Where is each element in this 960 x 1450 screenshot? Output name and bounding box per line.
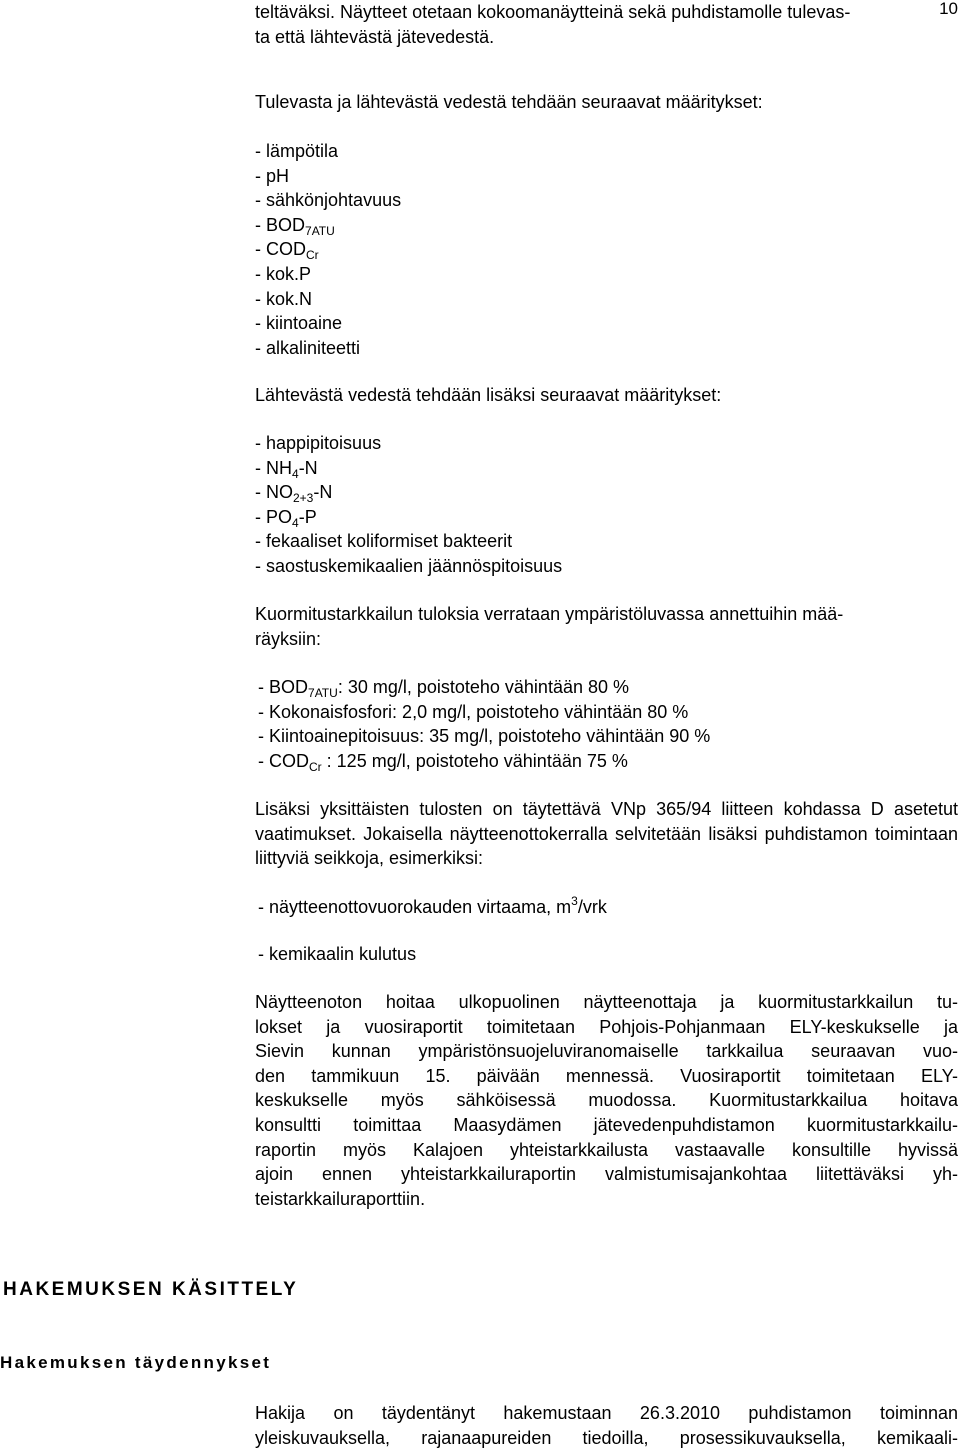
list-item (255, 724, 958, 749)
subscript: 7ATU (305, 223, 335, 238)
inflow-list (255, 139, 958, 360)
sampling-paragraph (255, 990, 958, 1211)
list-item (255, 529, 958, 554)
outflow-section (255, 383, 958, 408)
section-heading: HAKEMUKSEN KÄSITTELY (3, 1279, 299, 1300)
list-item (255, 554, 958, 579)
subscript: 4 (292, 466, 299, 481)
list-item-text: - pH (255, 165, 290, 186)
list-item-suffix: -N (313, 482, 333, 503)
intro-paragraph (255, 0, 958, 49)
sampling-line: teistarkkailuraporttiin. (255, 1188, 426, 1209)
sampling-line: keskukselle myös sähköisessä muodossa. Kuormitustarkkailua hoitava (255, 1090, 958, 1111)
list-item-text: - NO (255, 482, 293, 503)
superscript: 3 (571, 894, 578, 908)
subscript: 4 (292, 515, 299, 530)
list-item (255, 139, 958, 164)
list-item (255, 287, 958, 312)
list-item-text: - Kokonaisfosfori: 2,0 mg/l, poistoteho vähintään 80 % (258, 701, 689, 722)
subscript: Cr (309, 759, 322, 774)
limits-intro-line: Kuormitustarkkailun tuloksia verrataan ympäristöluvassa annettuihin mää- (255, 604, 844, 624)
list-item (255, 213, 958, 238)
list-item (255, 431, 958, 456)
list-item-text: - kok.P (255, 263, 312, 284)
list-item-text: - kok.N (255, 288, 313, 309)
subscript: Cr (306, 248, 319, 263)
inflow-heading: Tulevasta ja lähtevästä vedestä tehdään seuraavat määritykset: (255, 92, 763, 112)
intro-line: teltäväksi. Näytteet otetaan kokoomanäytteinä sekä puhdistamolle tulevas- (255, 2, 851, 22)
list-item (255, 456, 958, 481)
list-item-suffix: /vrk (577, 897, 607, 917)
list-item (255, 480, 958, 505)
list-item (255, 336, 958, 361)
list-item-text: - BOD (255, 214, 306, 235)
sampling-line: den tammikuun 15. päivään mennessä. Vuosiraportit toimitetaan ELY- (255, 1065, 958, 1086)
list-item-text: - saostuskemikaalien jäännöspitoisuus (255, 555, 563, 576)
list-item-text: - kiintoaine (255, 313, 343, 334)
list-item (255, 700, 958, 725)
list-item (255, 749, 958, 774)
intro-line: ta että lähtevästä jätevedestä. (255, 26, 495, 47)
list-item-suffix: : 125 mg/l, poistoteho vähintään 75 % (321, 750, 628, 771)
sampling-line: Sievin kunnan ympäristönsuojeluviranomaiselle tarkkailua seuraavan vuo- (255, 1041, 958, 1062)
sampling-line: Näytteenoton hoitaa ulkopuolinen näytteenottaja ja kuormitustarkkailun tu- (255, 992, 958, 1012)
list-item-text: - lämpötila (255, 141, 339, 161)
list-item-text: - COD (255, 239, 306, 260)
list-item (255, 164, 958, 189)
list-item-text: - NH (255, 457, 292, 478)
supplements-line: Hakija on täydentänyt hakemustaan 26.3.2010 puhdistamon toiminnan (255, 1403, 958, 1423)
list-item-text: - sähkönjohtavuus (255, 190, 402, 211)
outflow-heading: Lähtevästä vedestä tehdään lisäksi seuraavat määritykset: (255, 385, 722, 405)
sampling-line: ajoin ennen yhteistarkkailuraportin valmistumisajankohtaa liitettäväksi yh- (255, 1164, 958, 1185)
list-item (255, 237, 958, 262)
sampling-line: konsultti toimittaa Maasydämen jätevedenpuhdistamon kuormitustarkkailu- (255, 1114, 958, 1135)
list-item-text: - PO (255, 506, 293, 527)
outflow-list (255, 431, 958, 579)
supplements-paragraph (255, 1401, 958, 1450)
list-item-suffix: -N (298, 457, 318, 478)
section-subheading: Hakemuksen täydennykset (0, 1353, 272, 1372)
list-item: - kemikaalin kulutus (258, 943, 417, 964)
list-item-suffix: : 30 mg/l, poistoteho vähintään 80 % (337, 677, 630, 697)
list-item-text: - BOD (258, 677, 309, 697)
list-item (255, 262, 958, 287)
list-item-text: - alkaliniteetti (255, 337, 361, 358)
sampling-line: lokset ja vuosiraportit toimitetaan Pohjois-Pohjanmaan ELY-keskukselle ja (255, 1016, 958, 1037)
subscript: 2+3 (293, 491, 314, 506)
list-item-text: - näytteenottovuorokauden virtaama, m (258, 897, 572, 917)
list-item (255, 311, 958, 336)
list-item-text: - Kiintoainepitoisuus: 35 mg/l, poistoteho vähintään 90 % (258, 726, 711, 747)
list-item-text: - happipitoisuus (255, 433, 382, 453)
additional-paragraph: Lisäksi yksittäisten tulosten on täytettävä VNp 365/94 liitteen kohdassa D asetetut vaatimukset. Jokaisella näytteenottokerralla selvitetään lisäksi puhdistamon toimintaan liittyviä seikkoja, esimerkiksi: (255, 799, 958, 869)
list-item (255, 505, 958, 530)
limits-intro-line: räyksiin: (255, 628, 322, 649)
list-item (255, 895, 958, 920)
list-item-text: - COD (258, 750, 309, 771)
inflow-section (255, 90, 958, 115)
list-item-suffix: -P (298, 506, 317, 527)
limits-list (255, 675, 958, 773)
sampling-line: raportin myös Kalajoen yhteistarkkailusta vastaavalle konsultille hyvissä (255, 1139, 958, 1160)
additional-section (255, 797, 958, 871)
list-item (255, 675, 958, 700)
page-number: 10 (939, 0, 958, 18)
list-item-text: - fekaaliset koliformiset bakteerit (255, 531, 513, 552)
additional-list (255, 895, 958, 966)
limits-section (255, 602, 958, 651)
supplements-line: yleiskuvauksella, rajanaapureiden tiedoilla, prosessikuvauksella, kemikaali- (255, 1427, 958, 1448)
list-item (255, 188, 958, 213)
subscript: 7ATU (308, 686, 338, 700)
